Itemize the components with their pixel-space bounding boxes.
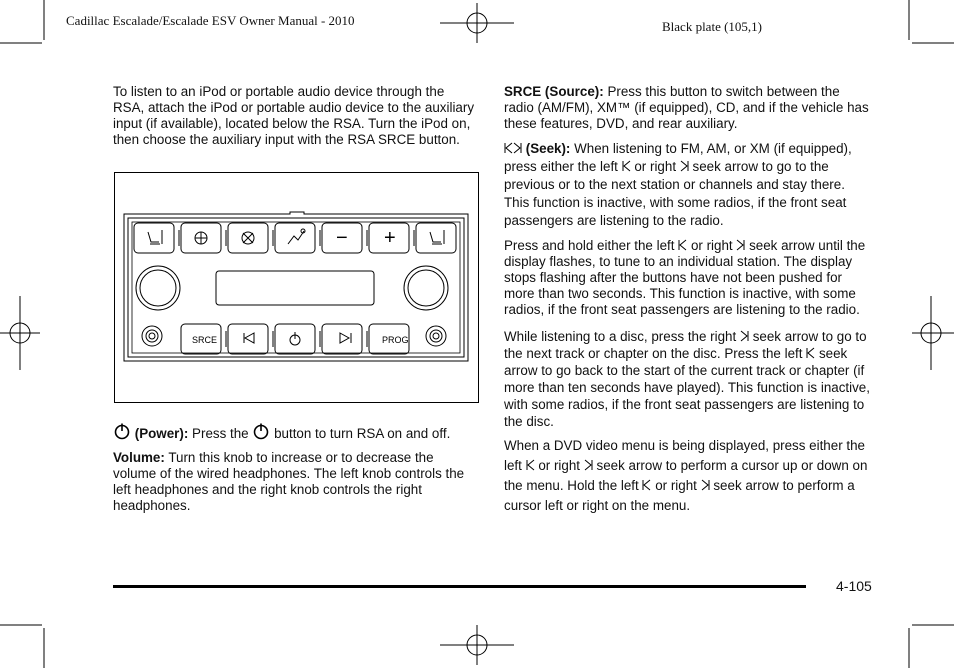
dvd-paragraph	[504, 436, 870, 516]
seek-right-icon	[680, 159, 689, 173]
right-column	[504, 84, 870, 516]
disc-text-a: While listening to a disc, press the right	[504, 329, 737, 344]
srce-text: Press this button to switch between the radio (AM/FM), XM™ (if equipped), CD, and if the vehicle has these features, DVD, and rear auxiliary.	[504, 84, 869, 131]
hold-text-c: seek arrow until the display flashes, to tune to an individual station. The display stops flashing after the buttons have not been pushed for more than two seconds. This function is inactive, with some radios, if the front seat passengers are listening to the radio.	[504, 238, 866, 317]
hold-text-b: or right	[690, 238, 733, 253]
seek-left-icon	[806, 346, 815, 360]
left-column	[113, 84, 479, 148]
seek-left-icon	[642, 478, 651, 492]
dvd-text-b: or right	[538, 458, 581, 473]
seek-left-icon	[678, 238, 687, 252]
seek-left-icon	[504, 141, 513, 155]
seek-right-icon	[513, 141, 522, 155]
volume-text: Turn this knob to increase or to decrease the volume of the wired headphones. The left knob controls the left headphones and the right knob controls the right headphones.	[113, 450, 465, 513]
footer-rule	[113, 585, 806, 588]
left-column-lower	[113, 422, 479, 514]
seek-text-c: or right	[634, 159, 677, 174]
volume-paragraph	[113, 450, 479, 514]
dvd-text-c: seek arrow to perform a cursor up or down on the menu. Hold the left	[504, 458, 868, 493]
dvd-text-e: seek arrow to perform a cursor left or right on the menu.	[504, 478, 855, 513]
seek-right-icon	[736, 238, 745, 252]
prog-button-label: PROG	[382, 335, 409, 345]
seek-term: (Seek):	[525, 141, 571, 156]
seek-right-icon	[701, 478, 710, 492]
power-paragraph	[113, 422, 479, 442]
power-term: (Power):	[134, 426, 189, 441]
srce-button-label: SRCE	[192, 335, 218, 345]
disc-text-c: seek arrow to go back to the start of the current track or chapter (if more than ten seconds have played). This function is inactive, with some radios, if the front seat passengers are listening to the disc.	[504, 346, 870, 429]
disc-text-b: seek arrow to go to the next track or chapter on the disc. Press the left	[504, 329, 867, 361]
minus-button-label: −	[336, 227, 348, 249]
seek-text-b: (if equipped), press either the left	[504, 141, 852, 174]
plus-button-label: +	[384, 227, 396, 249]
document-title: Cadillac Escalade/Escalade ESV Owner Manual - 2010	[66, 13, 355, 28]
power-text-b: button to turn RSA on and off.	[274, 426, 451, 441]
seek-text-a: When listening to FM, AM, or XM	[574, 141, 770, 156]
hold-text-a: Press and hold either the left	[504, 238, 675, 253]
plate-label: Black plate (105,1)	[662, 19, 762, 34]
volume-term: Volume:	[113, 450, 165, 465]
seek-left-icon	[622, 159, 631, 173]
power-icon	[252, 422, 270, 440]
rsa-panel-illustration	[114, 172, 479, 403]
intro-paragraph: To listen to an iPod or portable audio device through the RSA, attach the iPod or portable audio device to the auxiliary input (if available), located below the RSA. Turn the iPod on, then choose the auxiliary input with the RSA SRCE button.	[113, 84, 475, 147]
dvd-text-a: When a DVD video menu is being displayed, press either the left	[504, 438, 865, 473]
seek-text-d: seek arrow to go to the previous or to the next station or channels and stay there. This function is inactive, with some radios, if the front seat passengers are listening to the radio.	[504, 159, 847, 228]
srce-paragraph	[504, 84, 870, 132]
power-icon	[113, 422, 131, 440]
seek-right-icon	[740, 329, 749, 343]
seek-left-icon	[526, 458, 535, 472]
dvd-text-d: or right	[655, 478, 697, 493]
srce-term: SRCE (Source):	[504, 84, 604, 99]
page-number: 4-105	[836, 578, 872, 594]
hold-paragraph	[504, 238, 870, 318]
seek-paragraph	[504, 140, 870, 230]
disc-paragraph	[504, 328, 870, 430]
power-text-a: Press the	[192, 426, 249, 441]
seek-right-icon	[584, 458, 593, 472]
